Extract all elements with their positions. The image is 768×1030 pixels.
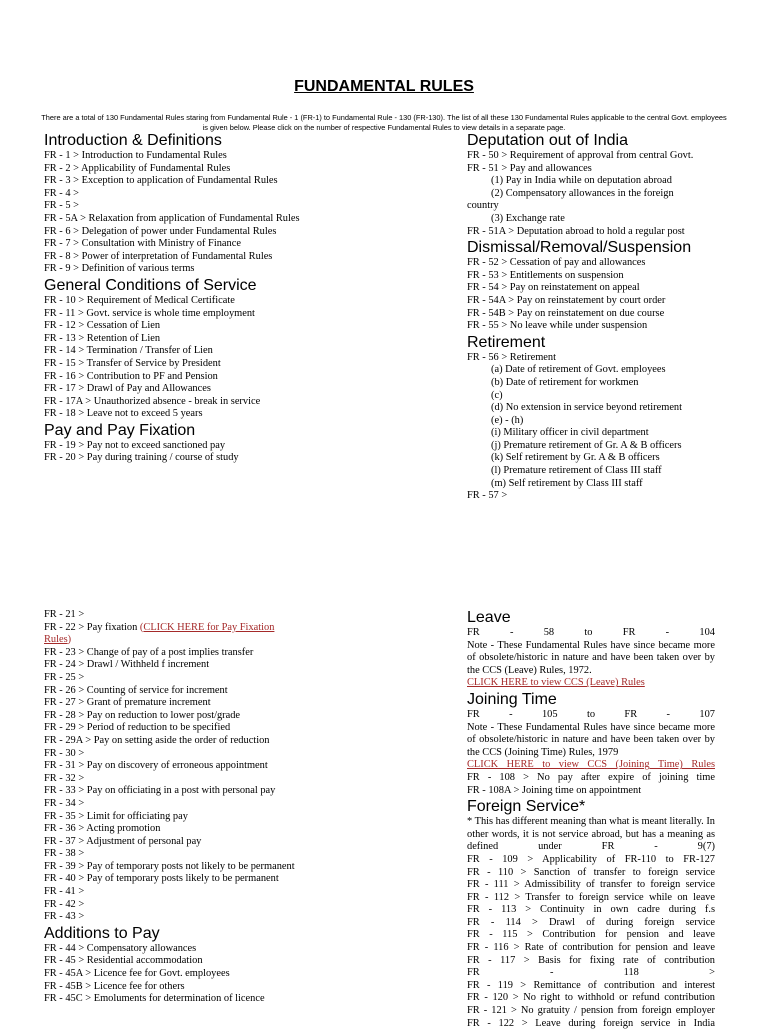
pay-fixation-list [44,440,304,465]
rule-link[interactable]: FR - 9 > Definition of various terms [44,263,195,275]
sub-rule-item[interactable]: (3) Exchange rate [491,212,565,224]
rule-link[interactable]: FR - 51A > Deputation abroad to hold a regular post [467,225,685,237]
pay-list-continued [44,647,304,924]
sub-rule-item[interactable]: (c) [491,389,503,401]
rule-link[interactable]: FR - 40 > Pay of temporary posts likely to be permanent [44,873,279,885]
rule-link[interactable]: FR - 116 > Rate of contribution for pension and leave [467,942,715,954]
rule-link[interactable]: FR - 119 > Remittance of contribution and interest [467,979,715,991]
rule-link[interactable]: FR - 2 > Applicability of Fundamental Rules [44,162,231,174]
left-column-top [44,131,304,465]
section-heading-leave: Leave [467,609,511,626]
rule-link[interactable]: FR - 112 > Transfer to foreign service while on leave [467,891,715,903]
rule-range[interactable]: FR - 105 to FR - 107 [467,708,715,720]
rule-link[interactable]: FR - 19 > Pay not to exceed sanctioned pay [44,439,226,451]
rule-link[interactable]: FR - 10 > Requirement of Medical Certificate [44,294,235,306]
rule-link[interactable]: FR - 27 > Grant of premature increment [44,697,211,709]
rule-link[interactable]: FR - 45 > Residential accommodation [44,955,203,967]
rule-link[interactable]: FR - 24 > Drawl / Withheld f increment [44,659,210,671]
introduction-list [44,150,304,276]
rule-link[interactable]: FR - 54 > Pay on reinstatement on appeal [467,282,640,294]
rule-range[interactable]: FR - 58 to FR - 104 [467,627,715,638]
rule-link[interactable]: FR - 8 > Power of interpretation of Fundamental Rules [44,250,273,262]
rule-link[interactable]: FR - 22 > Pay fixation [44,621,140,633]
foreign-service-note: * This has different meaning than what is meant literally. In other words, it is not service abroad, but has a meaning as defined under FR - 9(7) [467,816,715,853]
rule-link[interactable]: FR - 28 > Pay on reduction to lower post/grade [44,709,241,721]
rule-link[interactable]: FR - 36 > Acting promotion [44,823,161,835]
link-paren-close: ) [67,634,72,646]
link-paren-open: ( [139,621,144,633]
section-heading-retirement: Retirement [467,333,546,351]
sub-rule-item[interactable]: (l) Premature retirement of Class III staff [491,465,662,477]
rule-link[interactable]: FR - 20 > Pay during training / course of study [44,452,239,464]
rule-link[interactable]: FR - 111 > Admissibility of transfer to foreign service [467,879,715,891]
rule-link[interactable]: FR - 23 > Change of pay of a post implies transfer [44,646,254,658]
section-heading-deputation: Deputation out of India [467,132,629,149]
rule-link[interactable]: FR - 5A > Relaxation from application of Fundamental Rules [44,212,300,224]
leave-note: Note - These Fundamental Rules have since became more of obsolete/historic in nature and have been taken over by the CCS (Leave) Rules, 1972. [467,639,715,676]
rule-link[interactable]: FR - 31 > Pay on discovery of erroneous appointment [44,760,268,772]
rule-link[interactable]: FR - 117 > Basis for fixing rate of contribution [467,954,715,966]
intro-paragraph: There are a total of 130 Fundamental Rules staring from Fundamental Rule - 1 (FR-1) to Fundamental Rule - 130 (FR-130). The list of all these 130 Fundamental Rules applicable to the central Govt. employees is given below. Please click on the number of respective Fundamental Rules to view details in a separate page. [41,113,727,132]
rule-link[interactable]: FR - 45A > Licence fee for Govt. employees [44,968,230,980]
rule-link[interactable]: FR - 6 > Delegation of power under Fundamental Rules [44,225,277,237]
rule-link[interactable]: FR - 12 > Cessation of Lien [44,320,161,332]
rule-link[interactable]: FR - 114 > Drawl of during foreign service [467,916,715,928]
rule-item-fr22 [44,622,304,647]
section-heading-general-conditions: General Conditions of Service [44,276,257,294]
sub-rule-item[interactable]: (e) - (h) [491,414,524,426]
rule-link[interactable]: FR - 43 > [44,911,85,923]
rule-link[interactable]: FR - 120 > No right to withhold or refund contribution [467,992,715,1004]
rule-link[interactable]: FR - 55 > No leave while under suspension [467,320,648,332]
section-heading-introduction: Introduction & Definitions [44,132,222,149]
rule-link[interactable]: FR - 51 > Pay and allowances [467,162,592,174]
retirement-sub-list [467,364,717,490]
additions-list [44,943,304,1006]
sub-rule-item[interactable]: (j) Premature retirement of Gr. A & B officers [491,439,682,451]
rule-link[interactable]: FR - 16 > Contribution to PF and Pension [44,370,218,382]
sub-rule-item[interactable]: (d) No extension in service beyond retirement [491,402,683,414]
rule-link[interactable]: FR - 7 > Consultation with Ministry of Finance [44,238,241,250]
ccs-joining-time-rules-link[interactable]: CLICK HERE to view CCS (Joining Time) Rules [467,759,715,771]
rule-link[interactable]: FR - 121 > No gratuity / pension from foreign employer [467,1005,715,1017]
ccs-leave-rules-link[interactable]: CLICK HERE to view CCS (Leave) Rules [467,677,645,689]
rule-link[interactable]: FR - 3 > Exception to application of Fundamental Rules [44,175,278,187]
rule-link[interactable]: FR - 122 > Leave during foreign service in India [467,1017,715,1029]
rule-link[interactable]: FR - 110 > Sanction of transfer to foreign service [467,866,715,878]
rule-link[interactable]: FR - 17 > Drawl of Pay and Allowances [44,383,211,395]
rule-link[interactable]: FR - 45B > Licence fee for others [44,980,185,992]
rule-link[interactable]: FR - 52 > Cessation of pay and allowances [467,257,646,269]
rule-link[interactable]: FR - 108A > Joining time on appointment [467,784,642,796]
section-heading-additions-to-pay: Additions to Pay [44,924,160,942]
rule-link[interactable]: FR - 14 > Termination / Transfer of Lien [44,345,213,357]
rule-link[interactable]: FR - 108 > No pay after expire of joining time [467,771,715,783]
rule-link[interactable]: FR - 56 > Retirement [467,351,556,363]
sub-rule-item[interactable]: (2) Compensatory allowances in the foreign [491,187,674,199]
left-column-bottom [44,609,304,1006]
section-heading-dismissal: Dismissal/Removal/Suspension [467,239,692,257]
sub-rule-item[interactable]: (1) Pay in India while on deputation abroad [491,175,672,187]
rule-link[interactable]: FR - 1 > Introduction to Fundamental Rules [44,150,227,161]
rule-link[interactable]: FR - 109 > Applicability of FR-110 to FR-127 [467,853,715,865]
rule-link[interactable]: FR - 26 > Counting of service for increment [44,684,228,696]
right-column-top [467,131,717,503]
rule-link[interactable]: FR - 29A > Pay on setting aside the order of reduction [44,734,270,746]
rule-link[interactable]: FR - 53 > Entitlements on suspension [467,269,624,281]
rule-link[interactable]: FR - 32 > [44,772,85,784]
section-heading-pay-fixation: Pay and Pay Fixation [44,421,196,439]
rule-link[interactable]: FR - 113 > Continuity in own cadre during f.s [467,904,715,916]
rule-link[interactable]: FR - 29 > Period of reduction to be specified [44,722,231,734]
rule-link[interactable]: FR - 17A > Unauthorized absence - break in service [44,395,261,407]
rule-link[interactable]: FR - 34 > [44,797,85,809]
dismissal-list [467,257,717,333]
sub-rule-item[interactable]: (i) Military officer in civil department [491,427,649,439]
sub-rule-item[interactable]: (a) Date of retirement of Govt. employees [491,364,666,376]
rule-link[interactable]: FR - 42 > [44,898,85,910]
section-heading-foreign-service: Foreign Service* [467,798,586,816]
rule-link[interactable]: FR - 18 > Leave not to exceed 5 years [44,408,203,420]
sub-rule-item-continued: country [467,200,499,212]
rule-link[interactable]: FR - 41 > [44,886,85,898]
rule-link[interactable]: FR - 11 > Govt. service is whole time employment [44,307,255,319]
foreign-service-list [467,854,715,1030]
rule-link[interactable]: FR - 21 > [44,609,85,620]
pay-fixation-rules-link[interactable]: CLICK HERE for Pay Fixation Rules [44,621,275,646]
rule-link[interactable]: FR - 25 > [44,671,85,683]
right-column-bottom [467,608,715,1030]
rule-link[interactable]: FR - 30 > [44,747,85,759]
rule-link[interactable]: FR - 115 > Contribution for pension and leave [467,929,715,941]
rule-link[interactable]: FR - 13 > Retention of Lien [44,332,161,344]
rule-link[interactable]: FR - 15 > Transfer of Service by President [44,357,221,369]
sub-rule-item[interactable]: (m) Self retirement by Class III staff [491,477,643,489]
rule-link[interactable]: FR - 5 > [44,200,80,212]
rule-link[interactable]: FR - 38 > [44,848,85,860]
rule-link[interactable]: FR - 57 > [467,490,508,502]
rule-link[interactable]: FR - 118 > [467,967,715,979]
rule-link[interactable]: FR - 4 > [44,187,80,199]
rule-link[interactable]: FR - 33 > Pay on officiating in a post with personal pay [44,785,276,797]
rule-link[interactable]: FR - 39 > Pay of temporary posts not likely to be permanent [44,860,295,872]
rule-link[interactable]: FR - 37 > Adjustment of personal pay [44,835,202,847]
rule-link[interactable]: FR - 50 > Requirement of approval from central Govt. [467,150,694,161]
section-heading-joining-time: Joining Time [467,690,557,708]
rule-link[interactable]: FR - 35 > Limit for officiating pay [44,810,188,822]
rule-link[interactable]: FR - 54A > Pay on reinstatement by court order [467,294,666,306]
page-title: FUNDAMENTAL RULES [294,78,474,95]
rule-link[interactable]: FR - 45C > Emoluments for determination of licence [44,993,265,1005]
rule-link[interactable]: FR - 44 > Compensatory allowances [44,942,197,954]
sub-rule-item[interactable]: (k) Self retirement by Gr. A & B officers [491,452,660,464]
rule-link[interactable]: FR - 54B > Pay on reinstatement on due course [467,307,665,319]
joining-time-note: Note - These Fundamental Rules have since became more of obsolete/historic in nature and have been taken over by the CCS (Joining Time) Rules, 1979 [467,721,715,758]
sub-rule-item[interactable]: (b) Date of retirement for workmen [491,376,639,388]
general-conditions-list [44,295,304,421]
